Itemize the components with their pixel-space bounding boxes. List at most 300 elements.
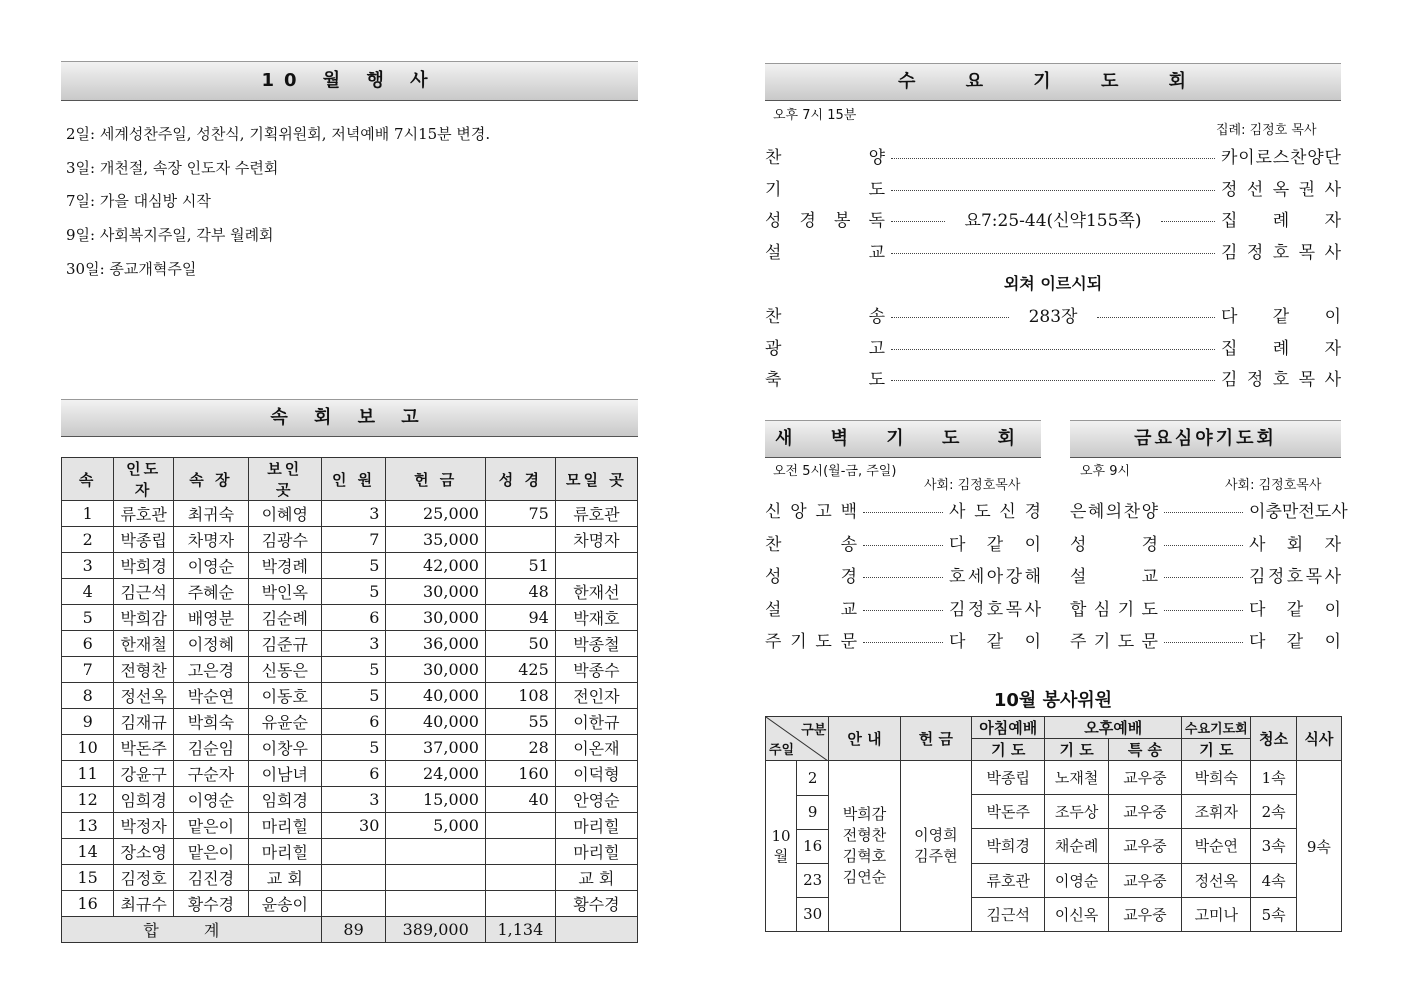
- report-title: 속 회 보 고: [61, 399, 638, 437]
- guide-cell: [829, 761, 900, 932]
- table-cell: [386, 839, 486, 865]
- order-row: [765, 302, 1341, 327]
- leader-dots: [891, 317, 1009, 318]
- header-morning-prayer: 기 도: [972, 739, 1045, 761]
- morning-cell: 박돈주: [972, 795, 1045, 829]
- order-value: [1221, 175, 1341, 200]
- table-cell: [485, 839, 555, 865]
- table-cell: 6: [321, 605, 386, 631]
- table-cell: 박인옥: [248, 579, 321, 605]
- leader-dots: [863, 642, 943, 643]
- table-cell: 75: [485, 501, 555, 527]
- table-cell: 윤송이: [248, 891, 321, 917]
- table-cell: 2: [62, 527, 114, 553]
- table-cell: 임희경: [114, 787, 174, 813]
- glyph: 은: [1070, 502, 1087, 522]
- glyph: 다: [1221, 307, 1238, 327]
- clean-cell: 4속: [1251, 863, 1296, 897]
- table-cell: 15: [62, 865, 114, 891]
- glyph: 사: [1324, 567, 1341, 587]
- glyph: 같: [986, 632, 1004, 652]
- glyph: 이: [1324, 307, 1341, 327]
- table-cell: 한재선: [555, 579, 637, 605]
- header-special: 특 송: [1108, 739, 1181, 761]
- glyph: 정: [1246, 370, 1264, 390]
- service-table: [765, 716, 1342, 932]
- glyph: 사: [1324, 370, 1341, 390]
- leader-dots: [891, 158, 1215, 159]
- order-row: [765, 175, 1341, 200]
- table-row: [62, 683, 638, 709]
- table-cell: 5: [321, 553, 386, 579]
- table-cell: 이정혜: [173, 631, 248, 657]
- glyph: 도: [974, 502, 991, 522]
- glyph: 고: [868, 338, 885, 359]
- wed-cell: 박희숙: [1182, 761, 1251, 795]
- guide-name: 박희감: [842, 805, 887, 823]
- glyph: 호: [949, 567, 966, 587]
- table-cell: 김순례: [248, 605, 321, 631]
- table-cell: 24,000: [386, 761, 486, 787]
- table-cell: 3: [62, 553, 114, 579]
- order-label: [765, 206, 885, 231]
- glyph: 례: [1272, 338, 1290, 359]
- table-cell: 맡은이: [173, 839, 248, 865]
- guide-name: 전형찬: [842, 826, 887, 844]
- table-cell: 37,000: [386, 735, 486, 761]
- table-cell: 차명자: [173, 527, 248, 553]
- total-offering: 389,000: [386, 917, 486, 943]
- glyph: 독: [868, 211, 885, 231]
- order-detail: 요7:25-44(신약155쪽): [964, 211, 1142, 231]
- special-cell: 교우중: [1108, 863, 1181, 897]
- order-value: [1221, 302, 1341, 327]
- total-label: 합 계: [62, 917, 322, 943]
- header-wed-prayer: 기 도: [1182, 739, 1251, 761]
- glyph: 김: [1221, 242, 1238, 263]
- glyph: 례: [1272, 211, 1290, 231]
- table-cell: 4: [62, 579, 114, 605]
- table-cell: 구순자: [173, 761, 248, 787]
- table-cell: 48: [485, 579, 555, 605]
- glyph: 호: [1272, 242, 1290, 263]
- order-label: [1070, 530, 1158, 555]
- order-value: [1221, 365, 1341, 390]
- table-cell: 51: [485, 553, 555, 579]
- table-cell: 15,000: [386, 787, 486, 813]
- leader-dots: [1164, 642, 1243, 643]
- table-cell: 40,000: [386, 683, 486, 709]
- table-row: [62, 813, 638, 839]
- corner-bottom: 주일: [769, 743, 795, 758]
- glyph: 사: [1249, 534, 1266, 555]
- order-value: [949, 530, 1041, 555]
- glyph: 같: [986, 534, 1004, 555]
- glyph: 기: [1117, 599, 1135, 620]
- glyph: 권: [1298, 179, 1316, 200]
- order-value: [1249, 595, 1341, 620]
- glyph: 강: [1005, 567, 1023, 587]
- order-value: [1249, 497, 1348, 522]
- glyph: 집: [1221, 338, 1238, 359]
- table-cell: 교 회: [248, 865, 321, 891]
- wed-cell: 조휘자: [1182, 795, 1251, 829]
- table-cell: 전형찬: [114, 657, 174, 683]
- report-table: [61, 457, 638, 943]
- friday-time: 오후 9시: [1080, 464, 1131, 479]
- table-cell: 김순임: [173, 735, 248, 761]
- glyph: 김: [1221, 370, 1238, 390]
- table-cell: 박돈주: [114, 735, 174, 761]
- table-cell: 3: [321, 787, 386, 813]
- order-label: [765, 143, 885, 168]
- table-cell: 이창우: [248, 735, 321, 761]
- table-cell: 강윤구: [114, 761, 174, 787]
- day-row: [766, 761, 828, 795]
- order-label: [765, 562, 857, 587]
- glyph: 기: [765, 179, 782, 200]
- table-cell: 12: [62, 787, 114, 813]
- table-cell: [485, 527, 555, 553]
- special-cell: 교우중: [1108, 829, 1181, 863]
- glyph: 다: [949, 632, 966, 652]
- event-item: 2일: 세계성찬주일, 성찬식, 기획위원회, 저녁예배 7시15분 변경.: [66, 125, 491, 143]
- order-label: [765, 365, 885, 390]
- header-morning: 아침예배: [972, 717, 1045, 739]
- glyph: 양: [1307, 148, 1324, 168]
- glyph: 만: [1281, 502, 1299, 522]
- leader-dots: [891, 380, 1215, 381]
- glyph: 사: [949, 502, 966, 522]
- glyph: 같: [1272, 307, 1290, 327]
- order-row: [1070, 530, 1341, 555]
- leader-dots: [1164, 610, 1243, 611]
- wed-title: 수 요 기 도 회: [765, 63, 1341, 101]
- corner-top: 구분: [801, 723, 827, 738]
- leader-dots: [891, 253, 1215, 254]
- table-cell: 김광수: [248, 527, 321, 553]
- glyph: 이: [1324, 599, 1341, 620]
- order-value: [1249, 530, 1341, 555]
- table-cell: 3: [321, 501, 386, 527]
- glyph: 찬: [1123, 502, 1141, 522]
- glyph: 세: [967, 567, 985, 587]
- report-header-row: [62, 458, 638, 501]
- wed-cell: 고미나: [1182, 897, 1251, 931]
- dawn-leader: 사회: 김정호목사: [924, 478, 1021, 493]
- glyph: 양: [1141, 502, 1158, 522]
- leader-dots: [891, 221, 945, 222]
- glyph: 경: [1141, 534, 1158, 555]
- month-label: 10월: [766, 761, 797, 931]
- table-cell: 40,000: [386, 709, 486, 735]
- table-cell: [485, 813, 555, 839]
- glyph: 호: [986, 599, 1004, 620]
- glyph: 호: [1272, 370, 1290, 390]
- table-cell: 이동호: [248, 683, 321, 709]
- table-cell: [321, 839, 386, 865]
- glyph: 찬: [765, 534, 782, 555]
- table-row: [62, 501, 638, 527]
- glyph: 아: [986, 567, 1004, 587]
- glyph: 이: [1024, 632, 1041, 652]
- clean-cell: 5속: [1251, 897, 1296, 931]
- table-row: [62, 865, 638, 891]
- table-cell: 14: [62, 839, 114, 865]
- glyph: 사: [1331, 502, 1348, 522]
- order-row: [1070, 627, 1341, 652]
- table-cell: [485, 865, 555, 891]
- table-row: [62, 761, 638, 787]
- glyph: 설: [765, 599, 782, 620]
- glyph: 해: [1024, 567, 1041, 587]
- table-cell: 6: [321, 761, 386, 787]
- table-cell: 7: [321, 527, 386, 553]
- table-cell: 9: [62, 709, 114, 735]
- table-cell: 16: [62, 891, 114, 917]
- table-cell: 김준규: [248, 631, 321, 657]
- dawn-time: 오전 5시(월-금, 주일): [773, 464, 897, 479]
- header-guide: 안 내: [829, 717, 900, 761]
- leader-dots: [863, 610, 943, 611]
- table-cell: [485, 891, 555, 917]
- table-cell: [321, 891, 386, 917]
- table-row: [62, 787, 638, 813]
- header-afternoon-prayer: 기 도: [1045, 739, 1108, 761]
- glyph: 성: [765, 211, 782, 231]
- glyph: 정: [1267, 567, 1285, 587]
- corner-cell: [766, 717, 829, 761]
- table-cell: 신동은: [248, 657, 321, 683]
- table-cell: 5: [321, 683, 386, 709]
- glyph: 옥: [1272, 179, 1290, 200]
- order-value: [949, 627, 1041, 652]
- afternoon-cell: 채순례: [1045, 829, 1108, 863]
- glyph: 카: [1221, 148, 1238, 168]
- leader-dots: [863, 512, 943, 513]
- table-row: [62, 657, 638, 683]
- event-item: 3일: 개천절, 속장 인도자 수련회: [66, 159, 279, 177]
- table-cell: 6: [62, 631, 114, 657]
- glyph: 주: [765, 632, 782, 652]
- table-cell: 30,000: [386, 579, 486, 605]
- table-cell: 최규수: [114, 891, 174, 917]
- meal-cell: 9속: [1296, 761, 1341, 932]
- order-label: [1070, 627, 1158, 652]
- glyph: 백: [840, 502, 857, 522]
- leader-dots: [1097, 317, 1215, 318]
- glyph: 신: [999, 502, 1016, 522]
- col-header: 보인 곳: [248, 458, 321, 501]
- glyph: 자: [1324, 338, 1341, 359]
- order-value: [1221, 143, 1341, 168]
- month-day-grid: [766, 761, 828, 931]
- table-cell: 마리힐: [555, 839, 637, 865]
- header-wed: 수요기도회: [1182, 717, 1251, 739]
- glyph: 의: [1105, 502, 1123, 522]
- table-cell: 박재호: [555, 605, 637, 631]
- day-number: 9: [797, 795, 829, 829]
- glyph: 목: [1005, 599, 1023, 620]
- glyph: 찬: [765, 148, 782, 168]
- glyph: 송: [840, 534, 857, 555]
- morning-cell: 김근석: [972, 897, 1045, 931]
- day-number: 2: [797, 761, 829, 795]
- table-row: [62, 553, 638, 579]
- table-cell: 이한규: [555, 709, 637, 735]
- glyph: 찬: [1290, 148, 1307, 168]
- table-cell: 108: [485, 683, 555, 709]
- table-cell: 30,000: [386, 605, 486, 631]
- table-cell: 55: [485, 709, 555, 735]
- table-cell: 황수경: [173, 891, 248, 917]
- glyph: 사: [1324, 179, 1341, 200]
- table-cell: 5: [62, 605, 114, 631]
- header-clean: 청소: [1251, 717, 1296, 761]
- offerer-name: 김주현: [914, 847, 958, 865]
- glyph: 교: [868, 242, 885, 263]
- clean-cell: 2속: [1251, 795, 1296, 829]
- table-cell: 박희경: [114, 553, 174, 579]
- table-cell: 안영순: [555, 787, 637, 813]
- glyph: 기: [1093, 632, 1111, 652]
- glyph: 다: [949, 534, 966, 555]
- table-cell: 정선옥: [114, 683, 174, 709]
- total-empty: [555, 917, 637, 943]
- glyph: 이: [1024, 534, 1041, 555]
- order-row: [765, 497, 1041, 522]
- table-row: [62, 605, 638, 631]
- afternoon-cell: 이신옥: [1045, 897, 1108, 931]
- table-cell: 30: [321, 813, 386, 839]
- order-label: [765, 238, 885, 263]
- event-item: 7일: 가을 대심방 시작: [66, 192, 211, 210]
- glyph: 도: [1314, 502, 1332, 522]
- table-cell: 5: [321, 657, 386, 683]
- glyph: 성: [765, 567, 782, 587]
- table-cell: 5: [321, 579, 386, 605]
- table-cell: 이혜영: [248, 501, 321, 527]
- glyph: 경: [799, 211, 816, 231]
- glyph: 성: [1070, 534, 1087, 555]
- table-row: [62, 527, 638, 553]
- table-cell: 425: [485, 657, 555, 683]
- leader-dots: [1164, 545, 1243, 546]
- glyph: 목: [1298, 242, 1316, 263]
- table-cell: 박정자: [114, 813, 174, 839]
- leader-dots: [863, 545, 943, 546]
- order-row: [1070, 497, 1348, 522]
- glyph: 도: [815, 632, 832, 652]
- table-cell: 박종립: [114, 527, 174, 553]
- header-meal: 식사: [1296, 717, 1341, 761]
- table-cell: 5: [321, 735, 386, 761]
- glyph: 도: [868, 179, 885, 200]
- order-row: [765, 334, 1341, 359]
- table-cell: 94: [485, 605, 555, 631]
- col-header: 인 원: [321, 458, 386, 501]
- wed-cell: 박순연: [1182, 829, 1251, 863]
- table-cell: 35,000: [386, 527, 486, 553]
- order-label: [765, 530, 857, 555]
- order-row: [765, 143, 1341, 168]
- table-cell: 10: [62, 735, 114, 761]
- glyph: 단: [1324, 148, 1341, 168]
- table-cell: 6: [321, 709, 386, 735]
- glyph: 이: [1324, 632, 1341, 652]
- glyph: 이: [1249, 502, 1266, 522]
- table-row: [62, 579, 638, 605]
- table-cell: 교 회: [555, 865, 637, 891]
- dawn-title: 새 벽 기 도 회: [765, 420, 1041, 458]
- glyph: 축: [765, 370, 782, 390]
- glyph: 송: [868, 307, 885, 327]
- table-cell: 류호관: [114, 501, 174, 527]
- table-cell: 이영순: [173, 787, 248, 813]
- order-row: [765, 595, 1041, 620]
- glyph: 문: [840, 632, 857, 652]
- table-cell: 1: [62, 501, 114, 527]
- table-cell: 장소영: [114, 839, 174, 865]
- table-cell: 160: [485, 761, 555, 787]
- wed-leader: 집례: 김정호 목사: [1216, 123, 1317, 138]
- table-cell: 임희경: [248, 787, 321, 813]
- total-people: 89: [321, 917, 386, 943]
- friday-title: 금요심야기도회: [1070, 420, 1341, 458]
- glyph: 정: [1246, 242, 1264, 263]
- glyph: 목: [1305, 567, 1323, 587]
- col-header: 속 장: [173, 458, 248, 501]
- glyph: 회: [1286, 534, 1304, 555]
- offerer-name: 이영희: [914, 826, 958, 844]
- morning-cell: 박희경: [972, 829, 1045, 863]
- col-header: 인도자: [114, 458, 174, 501]
- order-label: [1070, 595, 1158, 620]
- glyph: 선: [1246, 179, 1264, 200]
- leader-dots: [891, 190, 1215, 191]
- table-row: [62, 709, 638, 735]
- table-cell: 한재철: [114, 631, 174, 657]
- glyph: 로: [1255, 148, 1272, 168]
- glyph: 주: [1070, 632, 1087, 652]
- table-cell: 마리힐: [248, 839, 321, 865]
- order-label: [765, 497, 857, 522]
- table-cell: 8: [62, 683, 114, 709]
- table-cell: 박희감: [114, 605, 174, 631]
- events-title: 10 월 행 사: [61, 61, 638, 101]
- table-cell: 맡은이: [173, 813, 248, 839]
- glyph: 혜: [1087, 502, 1105, 522]
- glyph: 봉: [834, 211, 851, 231]
- table-cell: 박경례: [248, 553, 321, 579]
- glyph: 광: [765, 338, 782, 359]
- total-bible: 1,134: [485, 917, 555, 943]
- table-cell: 36,000: [386, 631, 486, 657]
- report-total-row: [62, 917, 638, 943]
- guide-name: 김연순: [842, 868, 887, 886]
- table-cell: 이영순: [173, 553, 248, 579]
- table-cell: [386, 865, 486, 891]
- col-header: 모일 곳: [555, 458, 637, 501]
- table-cell: 50: [485, 631, 555, 657]
- table-row: [62, 839, 638, 865]
- glyph: 자: [1324, 534, 1341, 555]
- glyph: 도: [868, 370, 885, 390]
- order-value: [1221, 238, 1341, 263]
- glyph: 양: [868, 148, 885, 168]
- table-cell: 박종수: [555, 657, 637, 683]
- table-cell: 5,000: [386, 813, 486, 839]
